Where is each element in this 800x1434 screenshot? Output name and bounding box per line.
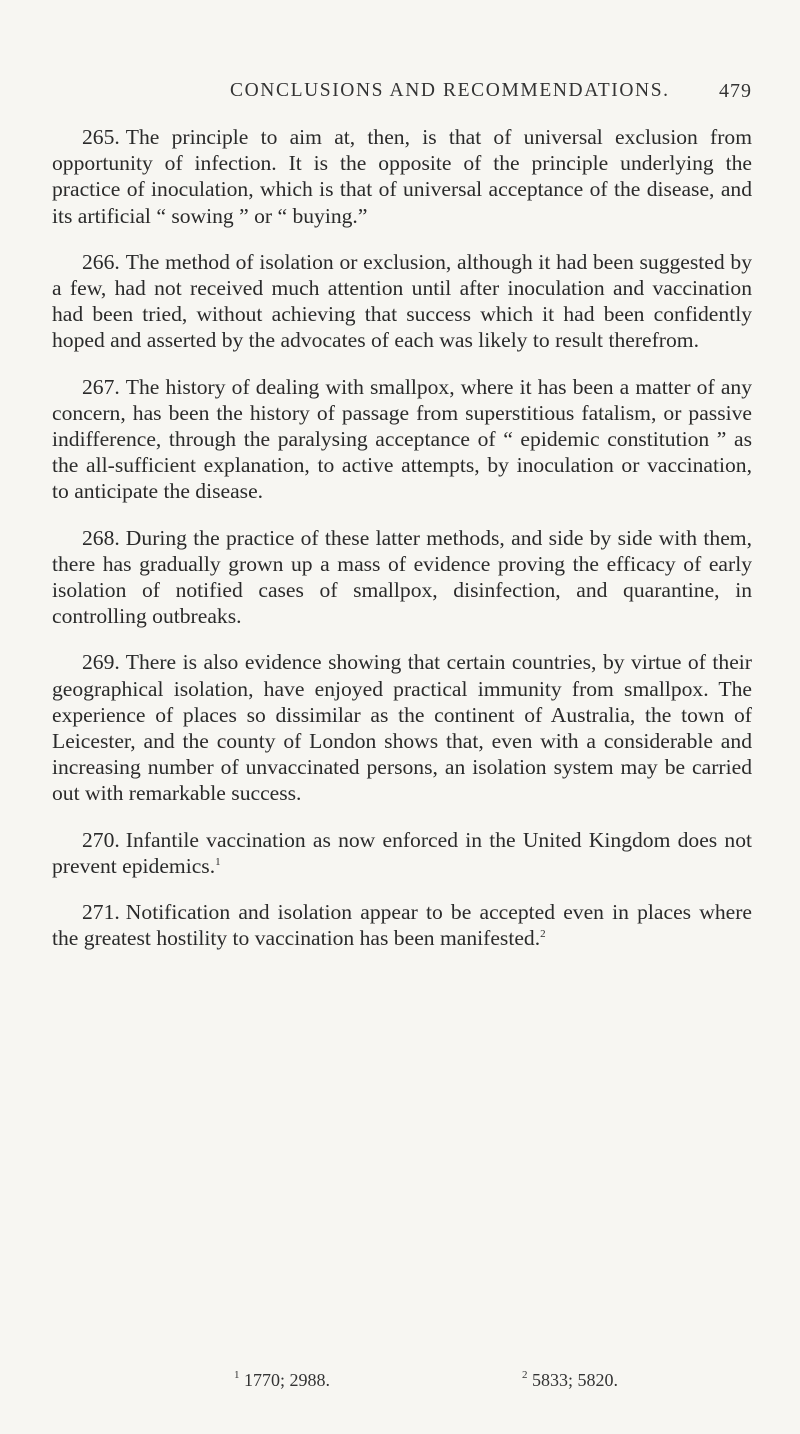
body-text bbox=[52, 124, 752, 971]
footnote-marker: 1 bbox=[234, 1369, 240, 1381]
paragraph-number: 267. bbox=[82, 374, 120, 399]
footnote-marker: 2 bbox=[522, 1369, 528, 1381]
paragraph-number: 265. bbox=[82, 125, 120, 149]
footnote-marker: 1 bbox=[215, 855, 221, 868]
paragraph-text: Notification and isolation appear to be accepted even in places where the greatest hostility to vaccination has been manifested. bbox=[52, 900, 752, 951]
running-title: CONCLUSIONS AND RECOMMENDATIONS. bbox=[230, 80, 670, 101]
footnote-marker: 2 bbox=[540, 928, 546, 941]
paragraph-text: The history of dealing with smallpox, where it has been a matter of any concern, has been the history of passage from superstitious fatalism, or passive indifference, through the paralysing acceptance of “ epidemic constitution ” as the all-sufficient explanation, to active attempts, by inoculation or vaccination, to anticipate the disease. bbox=[52, 374, 752, 504]
paragraph-text: The principle to aim at, then, is that of universal exclusion from opportunity of infection. It is the opposite of the principle underlying the practice of inoculation, which is that of universal acceptance of the disease, and its artificial “ sowing ” or “ buying.” bbox=[52, 125, 752, 228]
paragraph-268 bbox=[52, 525, 752, 630]
footnote-text: 1770; 2988. bbox=[244, 1370, 331, 1390]
paragraph-number: 268. bbox=[82, 525, 120, 550]
paragraph-269 bbox=[52, 649, 752, 806]
paragraph-number: 270. bbox=[82, 827, 120, 852]
running-head bbox=[52, 80, 752, 106]
paragraph-text: During the practice of these latter methods, and side by side with them, there has gradually grown up a mass of evidence proving the efficacy of early isolation of notified cases of smallpox, disinfection, and quarantine, in controlling outbreaks. bbox=[52, 525, 752, 629]
footnote-2 bbox=[522, 1370, 618, 1391]
paragraph-266 bbox=[52, 249, 752, 354]
footnote-1 bbox=[234, 1370, 330, 1391]
footnotes bbox=[52, 1370, 752, 1398]
paragraph-text: The method of isolation or exclusion, although it had been suggested by a few, had not received much attention until after inoculation and vaccination had been tried, without achieving that success which it had been confidently hoped and asserted by the advocates of each was likely to result therefrom. bbox=[52, 249, 752, 353]
paragraph-265 bbox=[52, 124, 752, 229]
paragraph-270 bbox=[52, 827, 752, 879]
paragraph-number: 271. bbox=[82, 900, 120, 925]
footnote-text: 5833; 5820. bbox=[532, 1370, 619, 1390]
paragraph-271 bbox=[52, 899, 752, 951]
paragraph-number: 266. bbox=[82, 249, 120, 274]
paragraph-number: 269. bbox=[82, 650, 120, 675]
page-number: 479 bbox=[719, 80, 752, 102]
paragraph-text: There is also evidence showing that certain countries, by virtue of their geographical isolation, have enjoyed practical immunity from smallpox. The experience of places so dissimilar as the continent of Australia, the town of Leicester, and the county of London shows that, even with a considerable and increasing number of unvaccinated persons, an isolation system may be carried out with remarkable success. bbox=[52, 650, 752, 806]
paragraph-text: Infantile vaccination as now enforced in the United Kingdom does not prevent epidemics. bbox=[52, 827, 752, 878]
paragraph-267 bbox=[52, 374, 752, 505]
